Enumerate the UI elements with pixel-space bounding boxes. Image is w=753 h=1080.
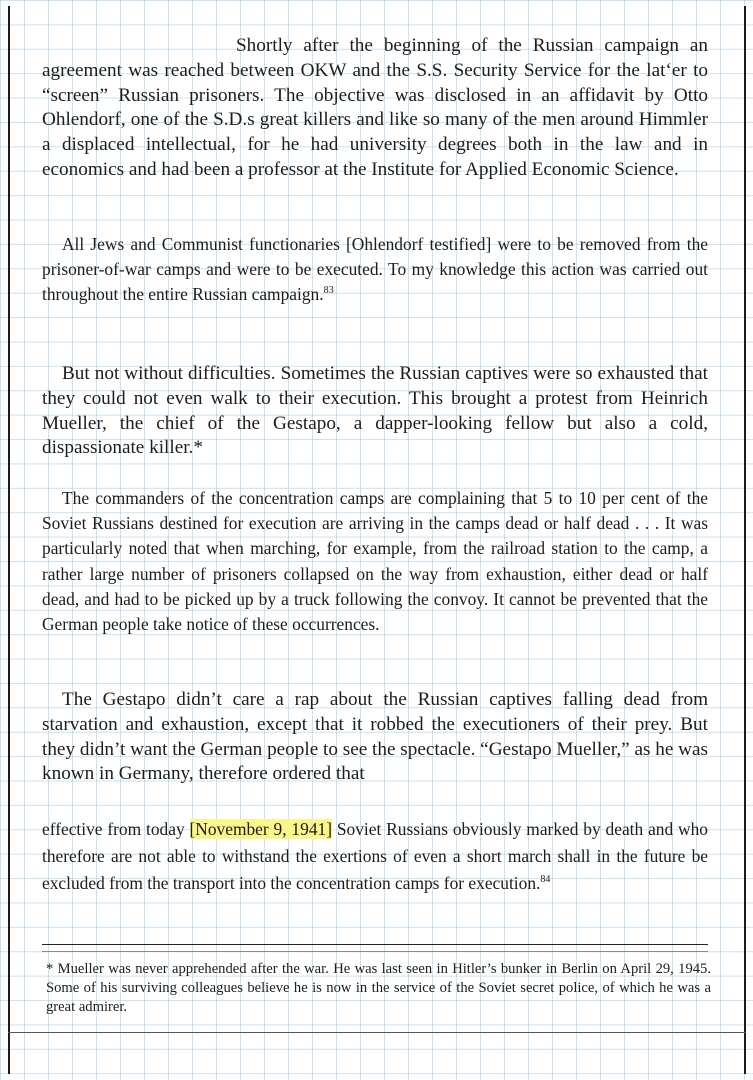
- footnote-rule-thin: [42, 951, 708, 952]
- note-ref-84: 84: [540, 874, 551, 886]
- paragraph-screening-agreement: Shortly after the beginning of the Russian campaign an agreement was reached between OKW and the S.S. Security Service for the lat‘er to “screen” Russian prisoners. The objective was disclosed in an affidavit by Otto Ohlendorf, one of the S.D.s great killers and like so many of the men around Himmler a displaced intellectual, for he had university degrees both in the law and in economics and had been a professor at the Institute for Applied Economic Science.: [42, 35, 708, 180]
- quote-text: All Jews and Communist functionaries [Ohlendorf testified] were to be removed from the prisoner-of-war camps and were to be executed. To my knowledge this action was carried out throughout the entire Russian campaign.: [42, 234, 708, 305]
- note-ref-83: 83: [323, 285, 334, 297]
- frame-bottom-line: [8, 1032, 746, 1033]
- quote-camp-commanders: The commanders of the concentration camps are complaining that 5 to 10 per cent of the Soviet Russians destined for execution are arriving in the camps dead or half dead . . . It was particularly noted that when marching, for example, from the railroad station to the camp, a rather large number of prisoners collapsed on the way from exhaustion, either dead or half dead, and had to be picked up by a truck following the convoy. It cannot be prevented that the German people take notice of these occurrences.: [42, 488, 708, 635]
- quote-ohlendorf-testimony: [42, 232, 708, 308]
- paragraph-mueller-protest: But not without difficulties. Sometimes the Russian captives were so exhausted that they could not even walk to their execution. This brought a protest from Heinrich Mueller, the chief of the Gestapo, a dapper-looking fellow but also a cold, dispassionate killer.*: [42, 363, 708, 459]
- footnote-rule: [42, 944, 708, 945]
- quote-mueller-order: [42, 816, 708, 897]
- highlighted-date: [November 9, 1941]: [189, 819, 333, 839]
- paragraph-gestapo-order: The Gestapo didn’t care a rap about the Russian captives falling dead from starvation and exhaustion, except that it robbed the executioners of their prey. But they didn’t want the German people to see the spectacle. “Gestapo Mueller,” as he was known in Germany, therefore ordered that: [42, 689, 708, 785]
- quote-text-start: effective from today: [42, 819, 190, 839]
- quote-text-end: Soviet Russians obviously marked by death and who therefore are not able to withstand the exertions of even a short march shall in the future be excluded from the transport into the concentration camps for execution.: [42, 819, 708, 893]
- footnote-mueller: * Mueller was never apprehended after the war. He was last seen in Hitler’s bunker in Berlin on April 29, 1945. Some of his surviving colleagues believe he is now in the service of the Soviet secret police, of which he was a great admirer.: [46, 961, 711, 1016]
